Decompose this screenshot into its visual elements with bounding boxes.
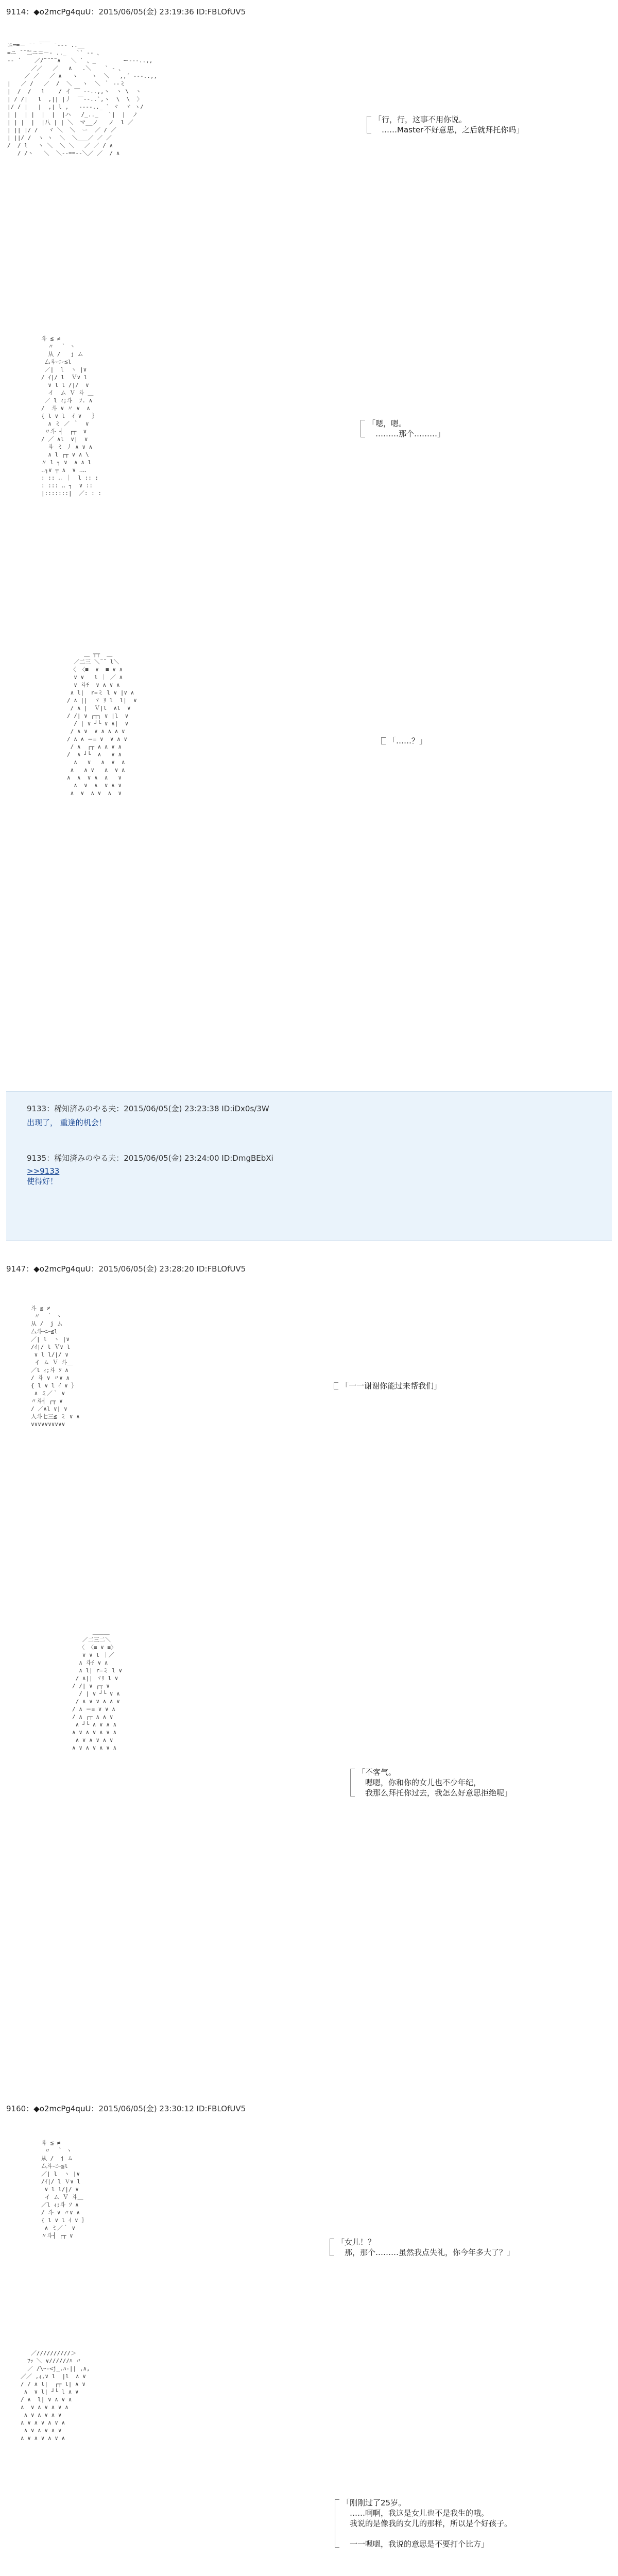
post-id[interactable]: ID:FBLOfUV5 bbox=[196, 7, 246, 16]
post-trip: ◆o2mcPg4quU bbox=[33, 7, 91, 16]
reply-post: 9135：稀知済みのやる夫：2015/06/05(金) 23:24:00 ID:DmgBEbXi >>9133 使得好！ bbox=[27, 1154, 273, 1186]
aa-character-4: ＿＿＿ ／二三二＼ 〈 〈≡ ∨ ≡〉 ∨ ∨ l ｜／ ∧ 斗ﾁ ∨ ∧ ∧ l| r=ミ l ∨ / ∧|| ヾﾘ l ∨ / /| ∨ ┌┬ ∨ / | ∨ ┘└ ∨ ∧ / ∧ ∨ ∨ ∧ ∧ ∨ / ∧ ＝≡ ∨ ∨ ∧ / ∧ ┌┬ ∧ ∧ ∨ ∧ ┘└ ∧ ∨ ∧ ∧ ∧ ∨ ∧ ∨ ∧ ∨ ∧ ∧ ∨ ∧ ∨ ∧ ∨ ∧ ∨ ∧ ∨ ∧ ∨ ∧ bbox=[72, 1629, 123, 1751]
reply-body: 使得好！ bbox=[27, 1177, 58, 1186]
aa-scene-1: ニ━=－ ¯¯ ̄￣￣ ̄ ‐-- ..__ =ニ ̄ ̄ ̄二ニ＝－‐ .._ `` ‐- 、 -‐ ´ ／/¨¨¨¨∧ ＼ ` 、_ ー‐--..,, ／／ ／ ∧ .＼ ` ‐ 、 ／ ／ ／ ∧ ヽ ヽ ＼ ,,´ ‐‐-..,, | ／ / ／ / ＼ ヽ ＼ ｀ ‐-ミ | / / l / イ ￣ ‐-..,,ヽ ヽ \ ヽ | / /| l ,|| |丿 ￣‐-..`,ヽ \ \ 〉 |/ / | | ,| l , ‐---.._ ` ヾ ヾ ヽ/ | | | | | | |ハ /_.._ `| | ノ | | | | |八 | | ＼ マ__ノ ノ l ／ | || |/ / ヾ ＼ ＼ ー ／ / ／ | ||/ / ヽ ヽ ＼ ＼___／ ／ ／ / / l ヽ ＼ ＼ ＼ ／ ／ / ∧ / /ヽ ＼ ＼-‐==‐-＼／ ／ / ∧ bbox=[7, 42, 158, 157]
post-trip: ◆o2mcPg4quU bbox=[33, 1264, 91, 1274]
post-header: 9160：◆o2mcPg4quU：2015/06/05(金) 23:30:12 ID:FBLOfUV5 bbox=[6, 2104, 246, 2113]
post-date: ：2015/06/05(金) 23:19:36 bbox=[91, 7, 194, 16]
post-date: ：2015/06/05(金) 23:30:12 bbox=[91, 2104, 194, 2113]
post-id[interactable]: ID:FBLOfUV5 bbox=[196, 2104, 246, 2113]
post-trip: ◆o2mcPg4quU bbox=[33, 2104, 91, 2113]
reply-post: 9133：稀知済みのやる夫：2015/06/05(金) 23:23:38 ID:iDx0s/3W 出现了， 重逢的机会！ bbox=[27, 1104, 269, 1127]
post-number[interactable]: 9114 bbox=[6, 7, 26, 16]
anchor-link[interactable]: >>9133 bbox=[27, 1166, 60, 1176]
reply-box bbox=[6, 1091, 612, 1241]
post-id[interactable]: ID:FBLOfUV5 bbox=[196, 1264, 246, 1274]
post-date: ：2015/06/05(金) 23:28:20 bbox=[91, 1264, 194, 1274]
dialogue-2: 「嗯，嗯。 ………那个………」 bbox=[360, 418, 445, 439]
dialogue-7: 「刚刚过了25岁。 ……啊啊，我这是女儿也不是我生的哦。 我说的是像我的女儿的那样，所以是个好孩子。 一一嗯嗯，我说的意思是不要打个比方」 bbox=[335, 2498, 512, 2549]
dialogue-6: 「女儿！？ 那，那个………虽然我点失礼，你今年多大了？」 bbox=[330, 2237, 514, 2258]
reply-body: 出现了， 重逢的机会！ bbox=[27, 1118, 107, 1127]
dialogue-4: 「一一谢谢你能过来帮我们」 bbox=[334, 1381, 441, 1391]
post-header: 9147：◆o2mcPg4quU：2015/06/05(金) 23:28:20 ID:FBLOfUV5 bbox=[6, 1264, 246, 1274]
reply-number[interactable]: 9135 bbox=[27, 1154, 47, 1163]
post-number[interactable]: 9160 bbox=[6, 2104, 26, 2113]
aa-character-3: 斗 ≦ ≠ 〃 ｀ ヽ 从 / j ム 厶斗ｰﾆｰ≦l ／| l ヽ |∨ /ｲ|/ l Ｖ∨ l ∨ l l/|/ ∨ イ ム Ｖ 斗＿ ／l ｨ;斗 ｿ ∧ / 斗 ∨ 〃∨ ∧ { l ∨ l ｲ ∨ ｝ ∧ ミ／｀ ∨ 〃斗┤ ┌┬ ∨ / ／∧l ∨| ∨ 人斗七三≦ ミ ∨ ∧ ∨∨∨∨∨∨∨∨∨∨ bbox=[31, 1305, 80, 1428]
aa-character-5: 斗 ≦ ≠ 〃 ｀ ヽ 从 / j ム 厶斗ｰﾆｰ≦l ／| l ヽ |∨ /ｲ|/ l Ｖ∨ l ∨ l l/|/ ∨ イ ム Ｖ 斗＿ ／l ｨ;斗 ｿ ∧ / 斗 ∨ 〃∨ ∧ { l ∨ l ｲ ∨ ｝ ∧ ミ／｀ ∨ 〃斗┤ ┌┬ ∨ bbox=[41, 2140, 88, 2239]
dialogue-3: 「……？」 bbox=[381, 736, 427, 746]
aa-character-1: 斗 ≦ ≠ 〃 ｀ ヽ 从 / j ム 厶斗ｰﾆｰ≦l ／| l ヽ |∨ / ｲ|/ l Ｖ∨ l ∨ l l /|/ ∨ イ ム Ｖ 斗 ＿ ／ l ｨ;斗 ｿ. ∧ / 斗 ∨ 〃 ∨ ∧ { l ∨ l ｲ ∨ ｝ ∧ ミ ／ ｀ ∨ 〃斗 ┤ ┌┬ ∨ / ／ ∧l ∨| ∨ 斗 ミ 丿 ∧ ∨ ∧ ∧ l ┌┬ ∨ ∧ \ 〃 l ┐ ∨ ∧ ∧ l ‥┐∨ ┬ ∧ ∨ ‥‥ : :: ‥ ｜ l :: : : ::: ‥ ┐ ∨ :: |:::::::| ／: : : bbox=[41, 335, 101, 497]
aa-character-6: ／//////////＞ ﾌｯ ＼ ∨//////ﾊ 〃 ／ /\ｰ-<j_.ﾊ‐|| ,∧, ／／ ,ｨ,∨ l |l ∧ ∨ / / ∧ l| ┌┬ l| ∧ ∨ ∧ ∨ l| ┘└ l ∧ ∨ / ∧ l| ∨ ∧ ∨ ∧ ∧ ∨ ∧ ∨ ∧ ∨ ∧ ∧ ∨ ∧ ∨ ∧ ∨ ∧ ∨ ∧ ∨ ∧ ∨ ∧ ∧ ∨ ∧ ∨ ∧ ∨ ∧ ∨ ∧ ∨ ∧ ∨ ∧ bbox=[21, 2350, 90, 2442]
aa-character-2: ＿ ┬┬ ＿ ／二三 ＼¨¨ l＼ 〈 〈≡ ∨ ≡ ∨ ∧ ∨ ∨ l ｜ ／ ∧ ∨ 斗ﾁ ∨ ∧ ∨ ∧ ∧ l| r=ミ l ∨ |∨ ∧ / ∧ || ヾ ﾘ l l| ∨ / ∧ | Ｖ|l ∧l ∨ / /| ∨ ┌┬┐ ∨ |l ∨ / | ∨ ┘└ ∨ ∧| ∨ / ∧ ∨ ∨ ∧ ∧ ∧ ∨ / ∧ ∧ ＝≡ ∨ ∨ ∧ ∨ / ∧ ┌┬ ∧ ∧ ∨ ∧ / ∧ ┘└ ∧ ∨ ∧ ∧ ∨ ∧ ∨ ∧ ∧ ∧ ∨ ∧ ∨ ∧ ∧ ∧ ∨ ∧ ∧ ∨ ∧ ∨ ∧ ∨ ∧ ∨ ∧ ∨ ∧ ∨ ∧ ∨ bbox=[67, 651, 137, 796]
post-header: 9114：◆o2mcPg4quU：2015/06/05(金) 23:19:36 ID:FBLOfUV5 bbox=[6, 7, 246, 16]
dialogue-5: 「不客气。 嗯嗯，你和你的女儿也不少年纪， 我那么拜托你过去，我怎么好意思拒绝呢」 bbox=[350, 1767, 512, 1798]
dialogue-1: 「行，行，这事不用你说。 ……Master不好意思，之后就拜托你吗」 bbox=[367, 114, 524, 135]
reply-number[interactable]: 9133 bbox=[27, 1104, 47, 1113]
post-number[interactable]: 9147 bbox=[6, 1264, 26, 1274]
